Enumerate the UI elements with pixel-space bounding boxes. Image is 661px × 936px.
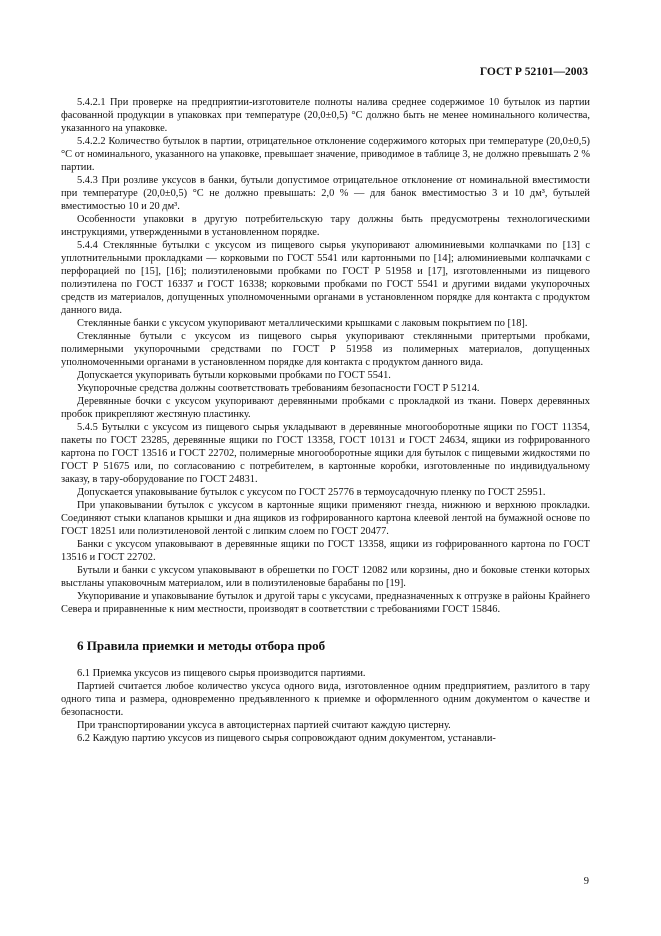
paragraph: 5.4.3 При розливе уксусов в банки, бутыли допустимое отрицательное отклонение от номинальной вместимости при температуре (20,0±0,5) °С не должно превышать: 2,0 % — для банок вместимостью 3 и 10 дм³, бутылей вместимостью 10 и 20 дм³. (61, 175, 590, 212)
paragraph: При транспортировании уксуса в автоцистернах партией считают каждую цистерну. (77, 720, 451, 731)
standard-code-header: ГОСТ Р 52101—2003 (479, 66, 588, 78)
page-number: 9 (583, 876, 589, 887)
paragraph: 5.4.4 Стеклянные бутылки с уксусом из пищевого сырья укупоривают алюминиевыми колпачками по [13] с уплотнительными прокладками — корковыми по ГОСТ 5541 или картонными по [14]; алюминиевыми колпачками с перфорацией по [15], [16]; полиэтиленовыми пробками по ГОСТ Р 51958 и [17], изготовленными из пищевого полиэтилена по ГОСТ 16337 и ГОСТ 16338; корковыми пробками по ГОСТ 5541 и другими видами укупорочных средств из материалов, допущенных уполномоченными органами в установленном порядке для контакта с продуктом данного вида. (61, 240, 590, 316)
paragraph: Допускается упаковывание бутылок с уксусом по ГОСТ 25776 в термоусадочную пленку по ГОСТ 25951. (77, 487, 546, 498)
paragraph: Укупоривание и упаковывание бутылок и другой тары с уксусами, предназначенных к отгрузке в районы Крайнего Севера и приравненные к ним местности, производят в соответствии с требованиями ГОСТ 15846. (61, 591, 590, 615)
paragraph: 6.1 Приемка уксусов из пищевого сырья производится партиями. (77, 668, 366, 679)
paragraph: Стеклянные бутыли с уксусом из пищевого сырья укупоривают стеклянными притертыми пробками, полимерными укупорочными средствами по ГОСТ Р 51958 из полимерных материалов, допущенных уполномоченными органами в установленном порядке для контакта с продуктом данного вида. (61, 331, 590, 368)
paragraph: Укупорочные средства должны соответствовать требованиям безопасности ГОСТ Р 51214. (77, 383, 480, 394)
paragraph: Деревянные бочки с уксусом укупоривают деревянными пробками с прокладкой из ткани. Поверх деревянных пробок прикрепляют жестяную пластинку. (61, 396, 590, 420)
paragraph: 5.4.2.2 Количество бутылок в партии, отрицательное отклонение содержимого которых при температуре (20,0±0,5) °С от номинального, указанного на упаковке, превышает значение, приводимое в таблице 3, не должно превышать 2 % партии. (61, 136, 590, 173)
document-body (61, 96, 590, 745)
paragraph: Особенности упаковки в другую потребительскую тару должны быть предусмотрены технологическими инструкциями, утвержденными в установленном порядке. (61, 214, 590, 238)
paragraph: Бутыли и банки с уксусом упаковывают в обрешетки по ГОСТ 12082 или корзины, дно и боковые стенки которых выстланы упаковочным материалом, или в полиэтиленовые барабаны по [19]. (61, 565, 590, 589)
paragraph: 5.4.2.1 При проверке на предприятии-изготовителе полноты налива среднее содержимое 10 бутылок из партии фасованной продукции в упаковках при температуре (20,0±0,5) °С должно быть не менее номинального количества, указанного на упаковке. (61, 97, 590, 134)
paragraph: При упаковывании бутылок с уксусом в картонные ящики применяют гнезда, нижнюю и верхнюю прокладки. Соединяют стыки клапанов крышки и дна ящиков из гофрированного картона клеевой лентой на бумажной основе по ГОСТ 18251 или полиэтиленовой лентой с липким слоем по ГОСТ 20477. (61, 500, 590, 537)
paragraph: Партией считается любое количество уксуса одного вида, изготовленное одним предприятием, разлитого в тару одного типа и размера, одновременно предъявленного к приемке и оформленного одним документом о качестве и безопасности. (61, 681, 590, 718)
paragraph: Банки с уксусом упаковывают в деревянные ящики по ГОСТ 13358, ящики из гофрированного картона по ГОСТ 13516 и ГОСТ 22702. (61, 539, 590, 563)
paragraph: Допускается укупоривать бутыли корковыми пробками по ГОСТ 5541. (77, 370, 391, 381)
paragraph: Стеклянные банки с уксусом укупоривают металлическими крышками с лаковым покрытием по [18]. (77, 318, 528, 329)
paragraph: 5.4.5 Бутылки с уксусом из пищевого сырья укладывают в деревянные многооборотные ящики по ГОСТ 11354, пакеты по ГОСТ 23285, деревянные ящики по ГОСТ 13358, ГОСТ 10131 и ГОСТ 24634, ящики из гофрированного картона по ГОСТ 13516 и ГОСТ 22702, полимерные многооборотные ящики для бутылок с пищевыми жидкостями по ГОСТ Р 51675 или, по согласованию с потребителем, в картонные коробки, изготовленные по индивидуальному заказу, в тару-оборудование по ГОСТ 24831. (61, 422, 590, 485)
section-heading: 6 Правила приемки и методы отбора проб (77, 638, 326, 653)
paragraph: 6.2 Каждую партию уксусов из пищевого сырья сопровождают одним документом, устанавли- (77, 733, 496, 744)
